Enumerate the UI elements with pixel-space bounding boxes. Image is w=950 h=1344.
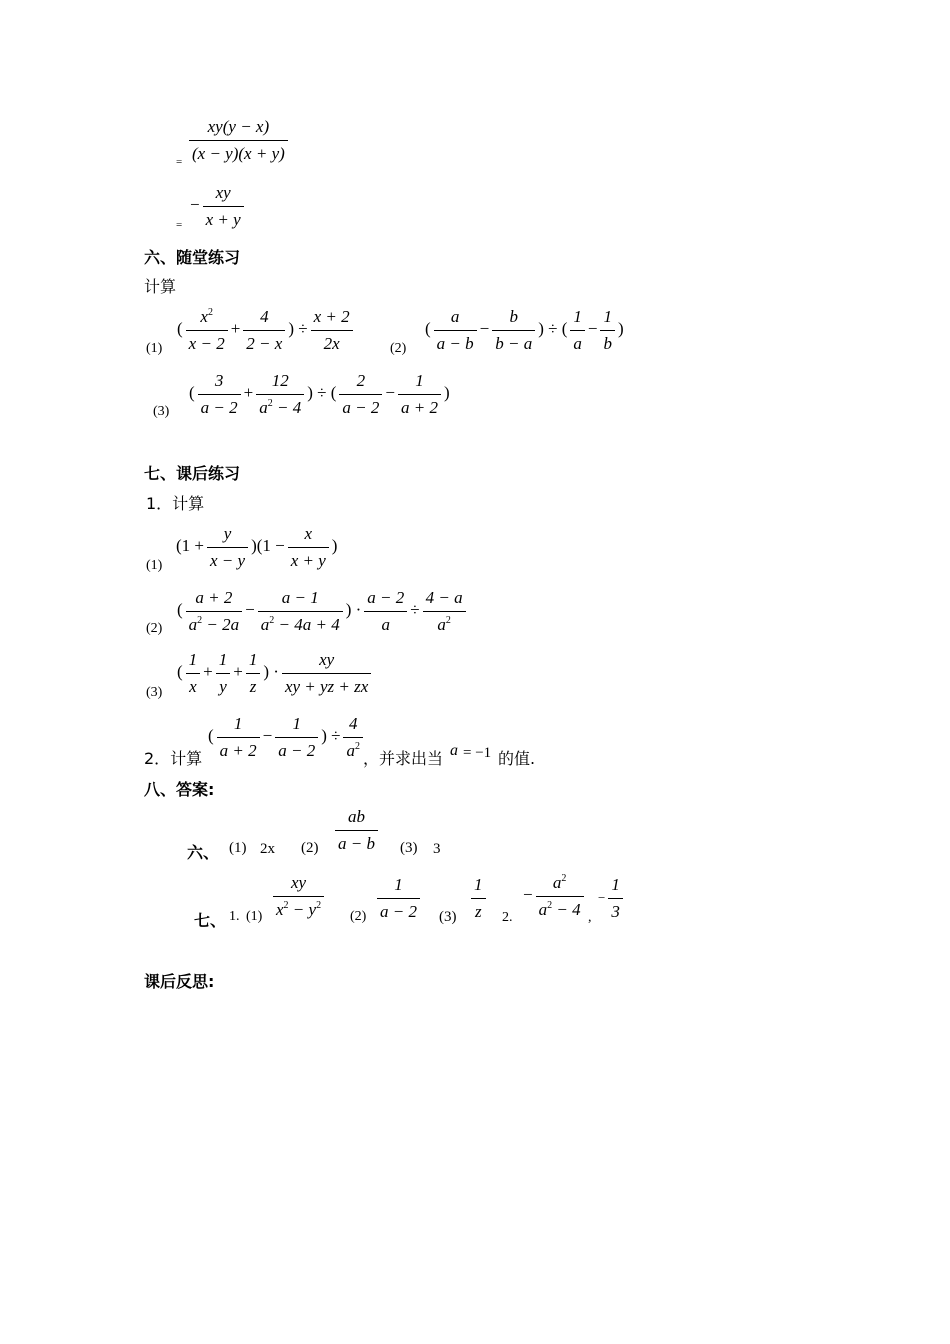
answer-7-1-fraction: $\frac{xy}{x^2 - y^2}$ [272, 873, 325, 920]
derivation-step-1 [188, 117, 289, 164]
equals-sign: = [176, 156, 183, 168]
fraction-numerator: xy [203, 183, 244, 207]
answer-value: 3 [433, 841, 441, 857]
section-8-heading: 八、答案: [144, 780, 215, 799]
answer-7-2-fraction: $\frac{1}{a - 2}$ [376, 875, 421, 922]
fraction-denominator: x + y [205, 210, 241, 229]
answer-7-3-fraction: $\frac{1}{z}$ [470, 875, 487, 922]
fraction-denominator: (x − y)(x + y) [192, 144, 285, 163]
answer-label: (3) [400, 840, 418, 856]
equals-sign: = [176, 219, 183, 231]
answer-separator: , [588, 910, 592, 925]
answer-7-q2-fraction: − $\frac{a^2}{a^2 - 4}$ [521, 873, 585, 920]
fraction-numerator: xy(y − x) [189, 117, 288, 141]
answer-label: 1. [229, 909, 240, 924]
exercise-label: (2) [146, 621, 163, 636]
exercise-label: (2) [390, 341, 407, 356]
derivation-step-2 [188, 183, 245, 230]
exercise-6-3-expression: ( $\frac{3}{a - 2}$ + $\frac{12}{a^2 - 4}$ ) ÷ ( $\frac{2}{a - 2}$ − $\frac{1}{a + 2}$ ) [189, 371, 450, 417]
minus-sign: − [190, 195, 200, 215]
answer-6-2-fraction: $\frac{ab}{a - b}$ [334, 807, 379, 854]
section-7-question-2-prefix: 2．计算 [144, 749, 203, 768]
answer-label: (1) [246, 909, 263, 924]
answer-label: (1) [229, 840, 247, 856]
answer-label: 2. [502, 910, 513, 925]
exercise-7-3-expression: ( $\frac{1}{x}$ + $\frac{1}{y}$ + $\frac{1}{z}$ ) · $\frac{xy}{xy + yz + zx}$ [175, 650, 372, 697]
exercise-label: (3) [153, 404, 170, 419]
answer-label: (3) [439, 909, 457, 925]
exercise-7-1-expression: (1 + $\frac{y}{x - y}$ )(1 − $\frac{x}{x + y}$ ) [176, 524, 338, 570]
answer-value: 2x [260, 841, 275, 857]
section-7-question-2-end: 的值. [498, 749, 536, 768]
exercise-7-2-expression: ( $\frac{a + 2}{a^2 - 2a}$ − $\frac{a - 1}{a^2 - 4a + 4}$ ) · $\frac{a - 2}{a}$ ÷ $\frac{4 - a}{a^2}$ [175, 588, 467, 635]
section-6-heading: 六、随堂练习 [144, 248, 241, 267]
condition-variable: a [450, 742, 458, 759]
answer-row-7-label: 七、 [194, 911, 227, 930]
answer-row-6-label: 六、 [187, 843, 220, 862]
condition-value: = −1 [463, 745, 492, 761]
exercise-6-1-expression: ( $\frac{x^2}{x - 2}$ + $\frac{4}{2 - x}$ ) ÷ $\frac{x + 2}{2x}$ [175, 307, 354, 354]
exercise-7-q2-expression: ( $\frac{1}{a + 2}$ − $\frac{1}{a - 2}$ ) ÷ $\frac{4}{a^2}$ [206, 714, 364, 761]
answer-label: (2) [301, 840, 319, 856]
exercise-label: (1) [146, 558, 163, 573]
reflection-heading: 课后反思: [144, 972, 215, 991]
section-6-instruction: 计算 [144, 277, 177, 296]
exercise-6-2-expression: ( $\frac{a}{a - b}$ − $\frac{b}{b - a}$ ) ÷ ( $\frac{1}{a}$ − $\frac{1}{b}$ ) [425, 307, 624, 353]
section-7-question-1: 1．计算 [146, 494, 205, 513]
answer-label: (2) [350, 909, 367, 924]
section-7-heading: 七、课后练习 [144, 464, 241, 483]
exercise-label: (1) [146, 341, 163, 356]
exercise-label: (3) [146, 685, 163, 700]
answer-7-q2-value: − $\frac{1}{3}$ [596, 875, 624, 922]
section-7-question-2-text: ，并求出当 [363, 749, 444, 768]
